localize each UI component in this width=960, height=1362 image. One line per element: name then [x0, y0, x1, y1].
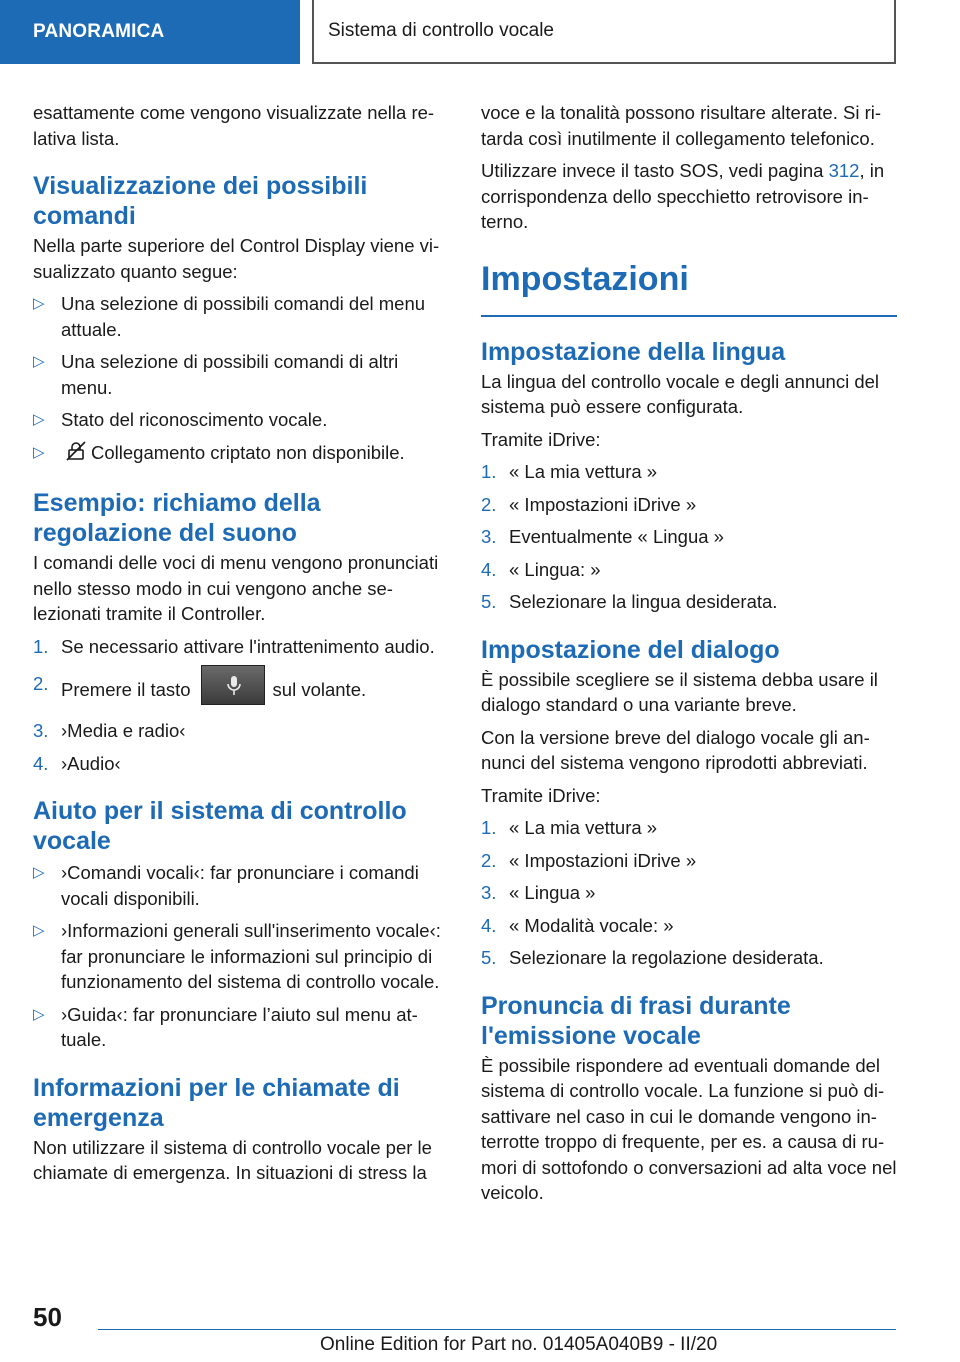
paragraph: voce e la tonalità possono risultare alterate. Si ritarda così inutilmente il collegamento telefonico.	[481, 102, 882, 149]
bullet-triangle-icon: ▷	[33, 864, 45, 881]
paragraph: I comandi delle voci di menu vengono pronunciati nello stesso modo in cui vengono anche selezionati tramite il Controller.	[33, 552, 439, 624]
voice-button-image	[201, 665, 265, 705]
numbered-list	[481, 459, 897, 615]
numbered-list	[481, 815, 897, 971]
heading-emergency-calls: Informazioni per le chiamate di emergenza	[33, 1073, 400, 1132]
list-item: ▷ Una selezione di possibili comandi di altri menu.	[33, 351, 399, 398]
list-item: 3. ›Media e radio‹	[33, 720, 186, 741]
paragraph: È possibile scegliere se il sistema debba usare il dialogo standard o una variante breve.	[481, 668, 878, 715]
heading-dialog: Impostazione del dialogo	[481, 635, 780, 664]
list-item: 2. Premere il tasto sul volante.	[33, 671, 448, 711]
list-item: ▷ ›Guida‹: far pronunciare l’aiuto sul menu attuale.	[33, 1003, 418, 1050]
footer-divider	[98, 1329, 896, 1330]
chapter-heading-settings: Impostazioni	[481, 257, 897, 317]
list-item: ▷ Stato del riconoscimento vocale.	[33, 407, 448, 433]
list-item: 3. « Lingua »	[481, 882, 596, 903]
right-column	[481, 100, 897, 1213]
microphone-icon	[226, 675, 242, 697]
list-item: ▷ Una selezione di possibili comandi del menu attuale.	[33, 293, 426, 340]
list-item: 3. Eventualmente « Lingua »	[481, 526, 724, 547]
paragraph: Tramite iDrive:	[481, 784, 601, 806]
list-item: 1. « La mia vettura »	[481, 461, 658, 482]
left-column	[33, 100, 448, 1193]
list-item: 4. ›Audio‹	[33, 752, 121, 774]
list-item: 2. « Impostazioni iDrive »	[481, 493, 697, 515]
list-item: 4. « Lingua: »	[481, 558, 601, 580]
paragraph: La lingua del controllo vocale e degli annunci del sistema può essere configurata.	[481, 370, 880, 417]
list-item: 4. « Modalità vocale: »	[481, 914, 674, 936]
heading-example-sound: Esempio: richiamo della regolazione del suono	[33, 489, 321, 547]
paragraph: Tramite iDrive:	[481, 428, 601, 450]
list-item: 2. « Impostazioni iDrive »	[481, 849, 697, 871]
bullet-list	[33, 860, 448, 1053]
list-item: 1. « La mia vettura »	[481, 817, 658, 838]
list-item: 5. Selezionare la regolazione desiderata.	[481, 947, 824, 968]
bullet-triangle-icon: ▷	[33, 411, 45, 428]
bullet-triangle-icon: ▷	[33, 922, 45, 939]
numbered-list	[33, 634, 448, 777]
paragraph: È possibile rispondere ad eventuali domande del sistema di controllo vocale. La funzione si può disattivare nel caso in cui le domande vengono interrotte troppo di frequente, per es. a causa di rumori di sottofondo o conversazioni ad alta voce nel veicolo.	[481, 1054, 897, 1203]
bullet-triangle-icon: ▷	[33, 443, 45, 461]
list-item: ▷ Collegamento criptato non disponibile.	[33, 440, 448, 469]
paragraph: Utilizzare invece il tasto SOS, vedi pagina 312, in corrispondenza dello specchietto retrovisore interno.	[481, 160, 885, 232]
bullet-triangle-icon: ▷	[33, 295, 45, 312]
paragraph: Nella parte superiore del Control Display viene visualizzato quanto segue:	[33, 235, 440, 282]
heading-language: Impostazione della lingua	[481, 337, 786, 366]
bullet-triangle-icon: ▷	[33, 1005, 45, 1023]
list-item: 1. Se necessario attivare l'intrattenimento audio.	[33, 635, 435, 657]
paragraph: Non utilizzare il sistema di controllo vocale per le chiamate di emergenza. In situazioni di stress la	[33, 1136, 432, 1183]
list-item: ▷ ›Informazioni generali sull'inserimento vocale‹: far pronunciare le informazioni sul principio di funzionamento del sistema di controllo vocale.	[33, 920, 441, 992]
list-item: ▷ ›Comandi vocali‹: far pronunciare i comandi vocali disponibili.	[33, 862, 419, 909]
paragraph: Con la versione breve del dialogo vocale gli annunci del sistema vengono riprodotti abbreviati.	[481, 726, 870, 773]
section-tab[interactable]: PANORAMICA	[0, 0, 300, 64]
page-header-title: Sistema di controllo vocale	[312, 0, 896, 64]
list-item: 5. Selezionare la lingua desiderata.	[481, 591, 778, 612]
heading-possible-commands: Visualizzazione dei possibili comandi	[33, 172, 368, 230]
crossed-lock-icon	[65, 440, 87, 469]
heading-voice-help: Aiuto per il sistema di controllo vocale	[33, 797, 407, 855]
intro-paragraph: esattamente come vengono visualizzate nella relativa lista.	[33, 102, 435, 149]
page-link[interactable]: 312	[828, 160, 860, 181]
bullet-triangle-icon: ▷	[33, 353, 45, 370]
footer-edition: Online Edition for Part no. 01405A040B9 - II/20	[320, 1334, 718, 1355]
heading-pronunciation: Pronuncia di frasi durante l'emissione vocale	[481, 991, 791, 1050]
bullet-list	[33, 291, 448, 468]
page-number: 50	[33, 1302, 62, 1332]
